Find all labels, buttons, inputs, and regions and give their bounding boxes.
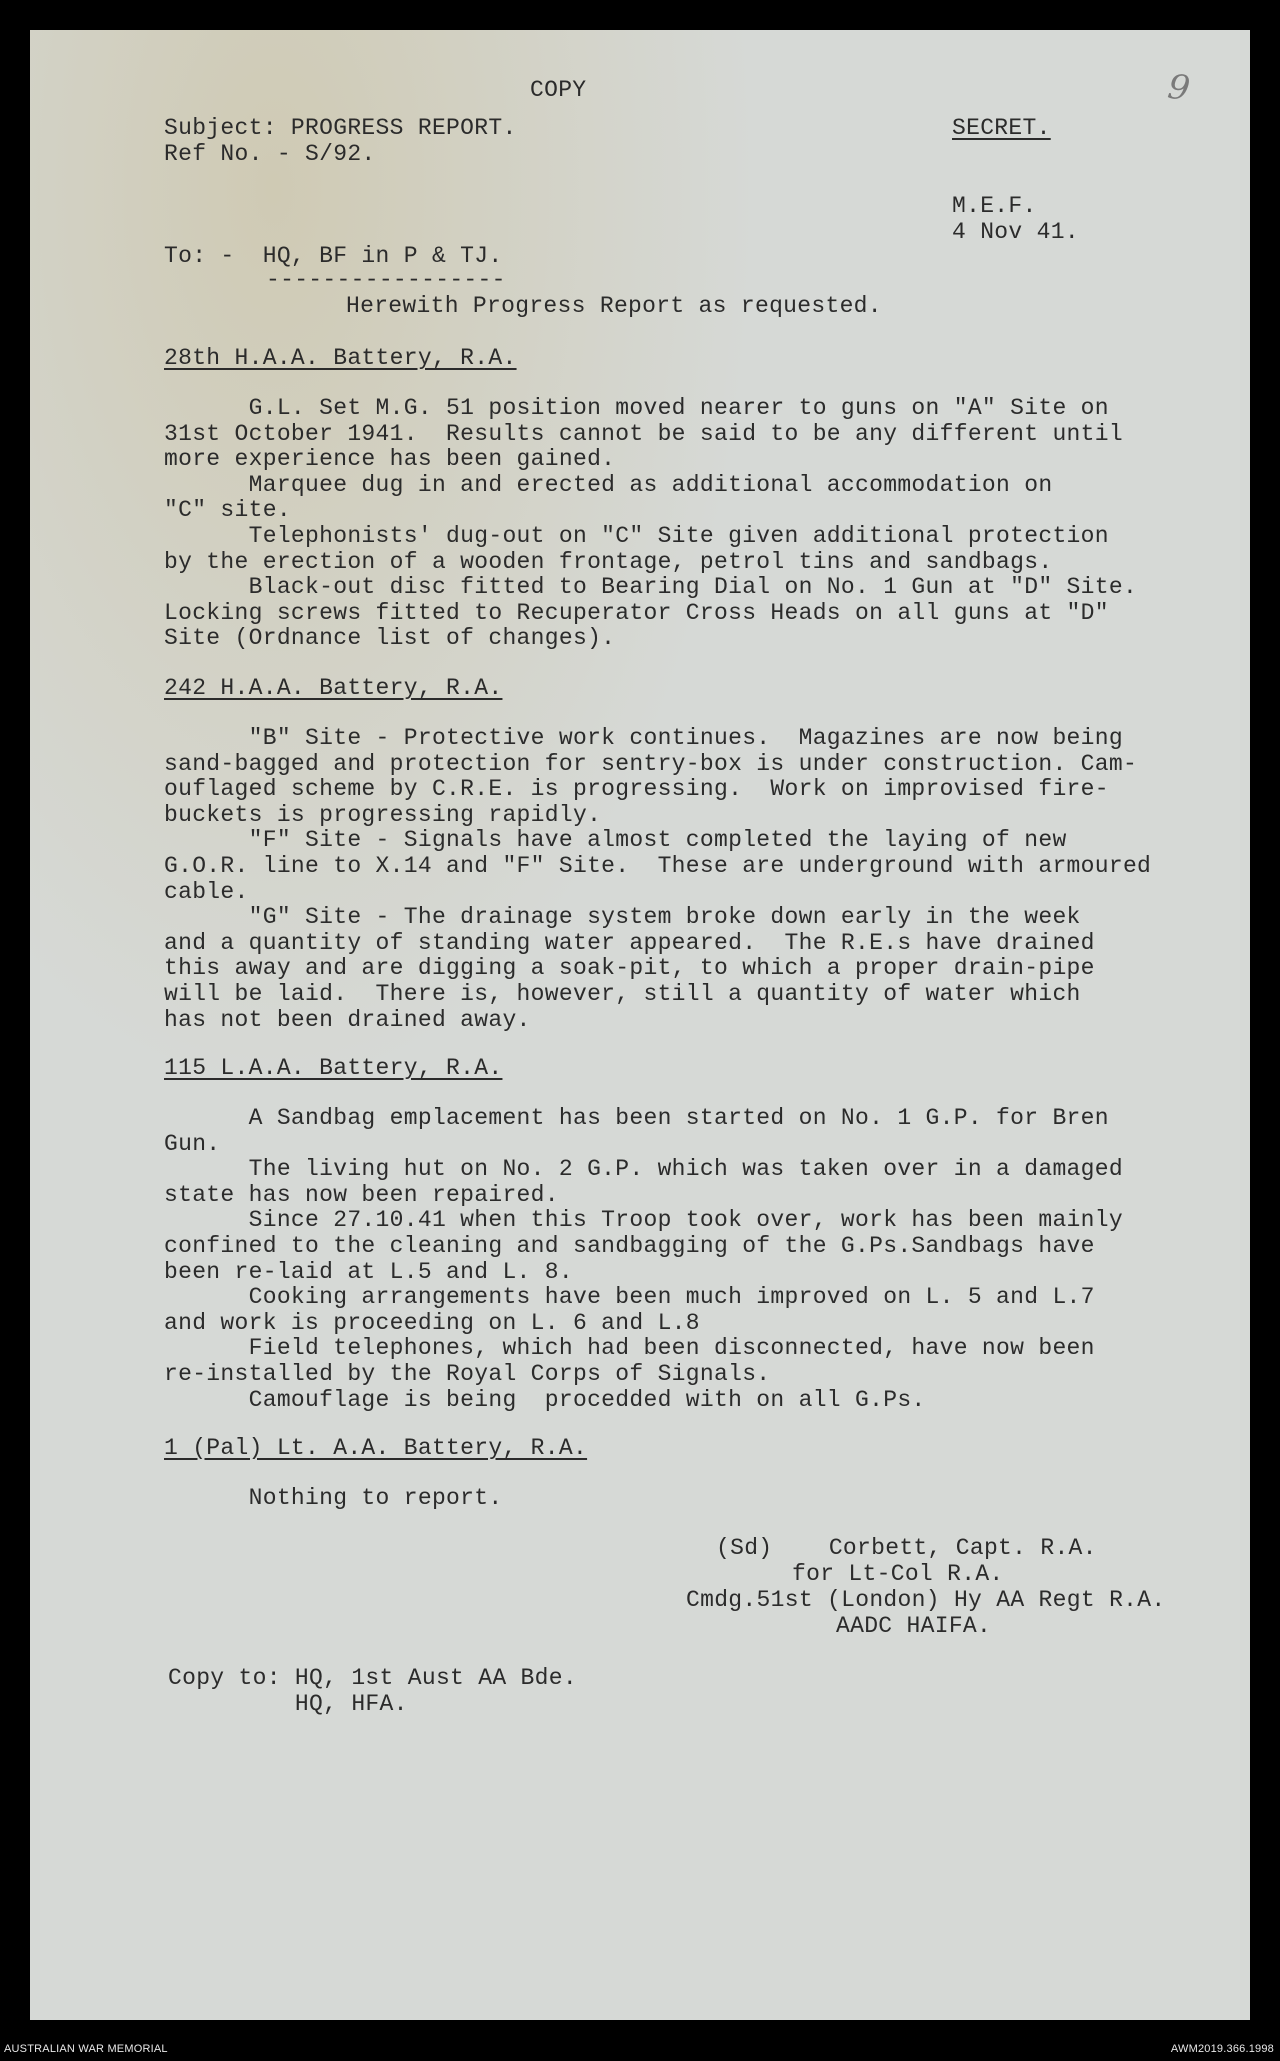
text-line: Nothing to report.: [164, 1485, 503, 1511]
page-number: 9: [1165, 66, 1193, 110]
text-line: by the erection of a wooden frontage, petrol tins and sandbags.: [164, 548, 1053, 575]
signature-line: AADC HAIFA.: [836, 1613, 992, 1639]
text-line: A Sandbag emplacement has been started on No. 1 G.P. for Bren: [164, 1105, 1109, 1131]
footer-credit: AUSTRALIAN WAR MEMORIAL: [4, 2043, 168, 2055]
text-line: re-installed by the Royal Corps of Signals.: [164, 1361, 771, 1387]
text-line: state has now been repaired.: [164, 1181, 559, 1208]
text-line: and work is proceeding on L. 6 and L.8: [164, 1309, 700, 1336]
text-line: more experience has been gained.: [164, 446, 616, 473]
text-line: cable.: [164, 878, 249, 905]
text-line: "G" Site - The drainage system broke down early in the week: [164, 904, 1081, 931]
text-line: Marquee dug in and erected as additional accommodation on: [164, 471, 1053, 498]
section-heading: 1 (Pal) Lt. A.A. Battery, R.A.: [164, 1435, 588, 1461]
location-line: M.E.F.: [952, 193, 1037, 219]
text-line: "B" Site - Protective work continues. Magazines are now being: [164, 725, 1123, 751]
to-line: To: - HQ, BF in P & TJ.: [164, 243, 503, 269]
text-line: Locking screws fitted to Recuperator Cross Heads on all guns at "D": [164, 599, 1109, 626]
ref-line: Ref No. - S/92.: [164, 141, 376, 167]
text-line: Camouflage is being procedded with on all G.Ps.: [164, 1386, 926, 1413]
signature-line: for Lt-Col R.A.: [792, 1561, 1004, 1587]
text-line: Field telephones, which had been disconnected, have now been: [164, 1335, 1095, 1362]
text-line: 31st October 1941. Results cannot be said to be any different until: [164, 420, 1123, 447]
text-line: Telephonists' dug-out on "C" Site given additional protection: [164, 523, 1109, 549]
text-line: and a quantity of standing water appeared. The R.E.s have drained: [164, 929, 1095, 956]
copy-label: COPY: [530, 77, 587, 103]
text-line: G.O.R. line to X.14 and "F" Site. These are underground with armoured: [164, 853, 1152, 879]
text-line: "F" Site - Signals have almost completed the laying of new: [164, 827, 1067, 854]
section-heading: 28th H.A.A. Battery, R.A.: [164, 345, 517, 371]
text-line: Site (Ordnance list of changes).: [164, 625, 616, 652]
text-line: been re-laid at L.5 and L. 8.: [164, 1258, 573, 1285]
text-line: Black-out disc fitted to Bearing Dial on No. 1 Gun at "D" Site.: [164, 574, 1138, 601]
text-line: buckets is progressing rapidly.: [164, 801, 602, 828]
signature-line: (Sd) Corbett, Capt. R.A.: [716, 1535, 1097, 1561]
copy-to-line: Copy to: HQ, 1st Aust AA Bde.: [168, 1665, 577, 1691]
intro-line: Herewith Progress Report as requested.: [346, 293, 882, 319]
copy-to-line: HQ, HFA.: [168, 1691, 408, 1717]
section-heading: 242 H.A.A. Battery, R.A.: [164, 675, 503, 701]
signature-line: Cmdg.51st (London) Hy AA Regt R.A.: [686, 1587, 1166, 1613]
classification-secret: SECRET.: [952, 115, 1051, 141]
text-line: ouflaged scheme by C.R.E. is progressing. Work on improvised fire-: [164, 776, 1109, 803]
text-line: sand-bagged and protection for sentry-box is under construction. Cam-: [164, 750, 1138, 777]
text-line: will be laid. There is, however, still a quantity of water which: [164, 981, 1081, 1007]
text-line: has not been drained away.: [164, 1006, 531, 1033]
subject-line: Subject: PROGRESS REPORT.: [164, 115, 517, 141]
footer-accession: AWM2019.366.1998: [1170, 2043, 1274, 2055]
text-line: this away and are digging a soak-pit, to which a proper drain-pipe: [164, 955, 1095, 982]
text-line: G.L. Set M.G. 51 position moved nearer to guns on "A" Site on: [164, 395, 1109, 421]
document-page: [30, 30, 1250, 2020]
to-rule: -----------------: [266, 267, 506, 293]
date-line: 4 Nov 41.: [952, 219, 1079, 245]
text-line: "C" site.: [164, 497, 291, 524]
text-line: Cooking arrangements have been much improved on L. 5 and L.7: [164, 1284, 1095, 1311]
text-line: Since 27.10.41 when this Troop took over, work has been mainly: [164, 1207, 1123, 1234]
section-heading: 115 L.A.A. Battery, R.A.: [164, 1055, 503, 1081]
text-line: The living hut on No. 2 G.P. which was taken over in a damaged: [164, 1156, 1123, 1183]
text-line: Gun.: [164, 1130, 221, 1157]
text-line: confined to the cleaning and sandbagging of the G.Ps.Sandbags have: [164, 1233, 1095, 1259]
